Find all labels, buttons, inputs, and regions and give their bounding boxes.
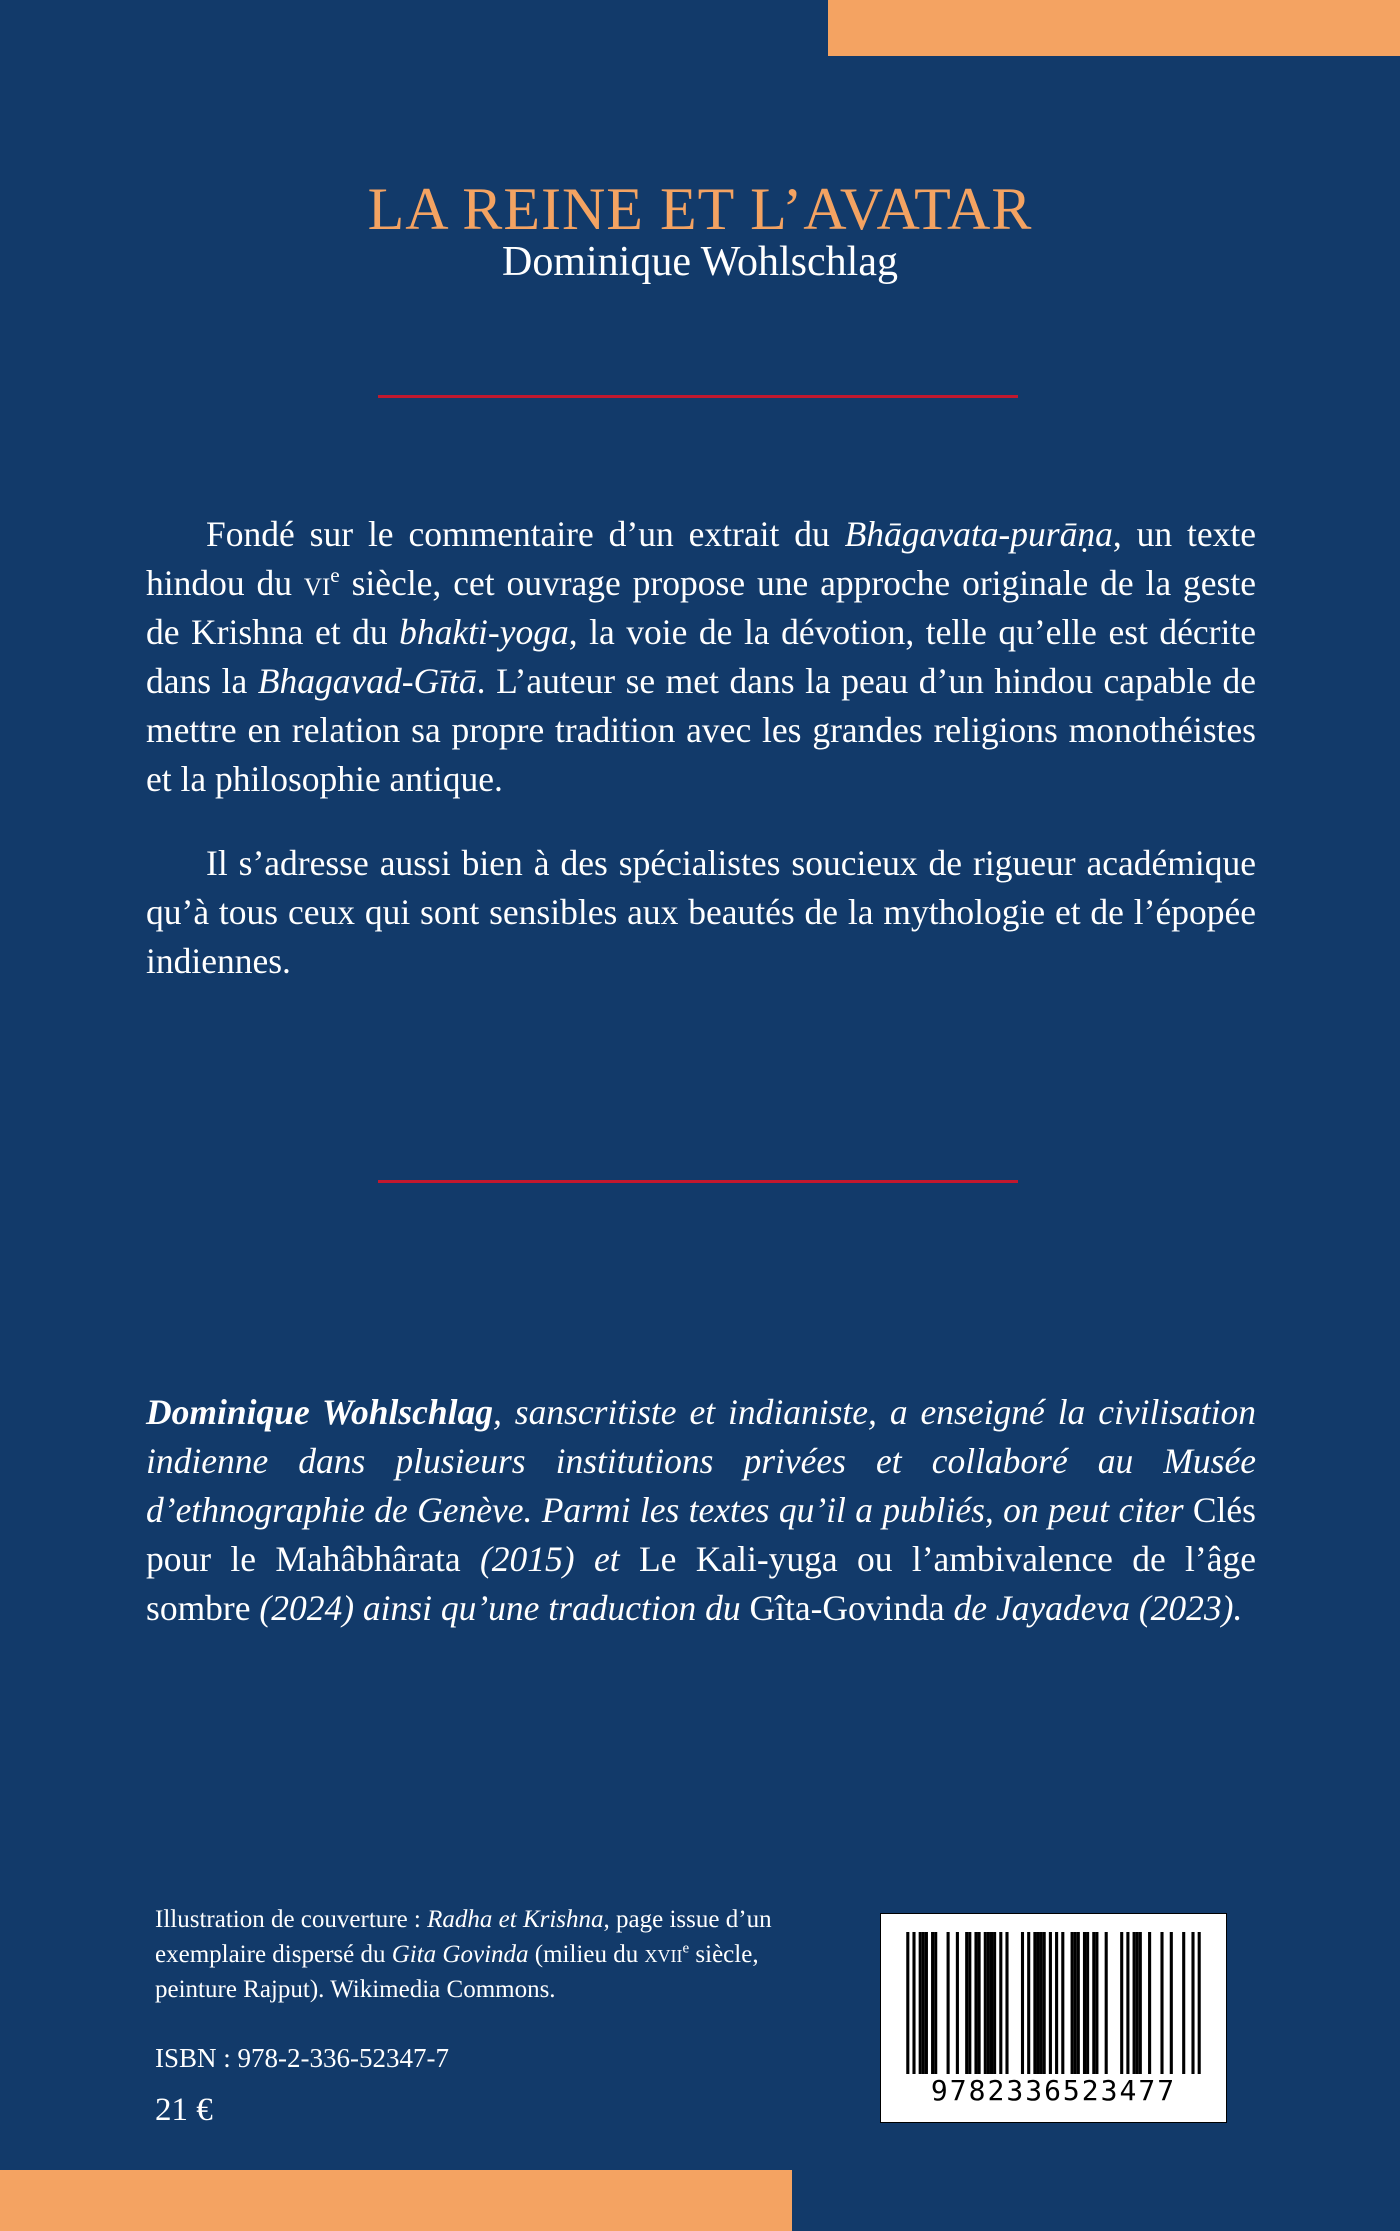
barcode-bar: [999, 1932, 1002, 2074]
barcode-bar: [1033, 1932, 1036, 2074]
credit-run: Radha et Krishna: [427, 1906, 604, 1933]
isbn: ISBN : 978-2-336-52347-7: [155, 2043, 449, 2073]
barcode-digits: 9782336523477: [930, 2074, 1177, 2107]
blurb-p1-run: , la voie de la dévotion, telle qu’elle est décrite dans la: [146, 612, 1256, 701]
barcode-bar: [984, 1932, 987, 2074]
bio-run: Clés pour le Mahâbhârata: [146, 1490, 1256, 1579]
credit-run: (milieu du: [528, 1941, 645, 1968]
barcode-bar: [1148, 1932, 1151, 2074]
bio-run: Dominique Wohlschlag: [146, 1392, 493, 1432]
barcode-bar: [1005, 1932, 1008, 2074]
barcode-bar: [1182, 1932, 1185, 2074]
barcode-bar: [1092, 1932, 1095, 2074]
top-accent-band: [828, 0, 1400, 56]
barcode-bar: [925, 1932, 928, 2074]
barcode-bar: [1083, 1932, 1086, 2074]
barcode-bar: [1170, 1932, 1173, 2074]
divider-rule-bottom: [378, 1180, 1018, 1183]
barcode-bar: [1198, 1932, 1201, 2074]
barcode-bar: [1136, 1932, 1139, 2074]
barcode-bar: [1139, 1932, 1142, 2074]
barcode-bar: [1049, 1932, 1052, 2074]
barcode-bar: [987, 1932, 990, 2074]
barcode-bar: [1077, 1932, 1080, 2074]
bio-run: , sanscritiste et indianiste, a enseigné la civilisation indienne dans plusieurs institutions privées et collaboré au Musée d’ethnographie de Genève. Parmi les textes qu’il a publiés, on peut citer: [146, 1392, 1256, 1530]
blurb-p1-run: , un texte hindou du: [146, 514, 1256, 603]
barcode-bar: [931, 1932, 934, 2074]
barcode-bar: [919, 1932, 922, 2074]
bio-run: (2024) ainsi qu’une traduction du: [250, 1588, 750, 1628]
barcode-bar: [1055, 1932, 1058, 2074]
book-title: LA REINE ET L’AVATAR: [367, 176, 1033, 243]
blurb-p1-run: vi: [303, 563, 331, 603]
barcode-bar: [974, 1932, 977, 2074]
blurb-p1-run: Bhāgavata-purāṇa: [844, 514, 1113, 554]
bio-run: Le Kali-yuga ou l’ambivalence de l’âge sombre: [146, 1539, 1257, 1628]
credit-run: xvii: [644, 1941, 683, 1968]
barcode-bar: [922, 1932, 925, 2074]
barcode-bar: [912, 1932, 915, 2074]
barcode-bar: [1021, 1932, 1024, 2074]
barcode-bar: [956, 1932, 959, 2074]
divider-rule-top: [378, 395, 1018, 398]
credit-run: , page issue d’un exemplaire dispersé du: [155, 1906, 772, 1968]
bio-run: de Jayadeva (2023).: [944, 1588, 1243, 1628]
barcode-bar: [1086, 1932, 1089, 2074]
barcode-bar: [1191, 1932, 1194, 2074]
cover-illustration-credit: [155, 1902, 795, 2007]
barcode-bar: [934, 1932, 937, 2074]
bottom-accent-band: [0, 2170, 792, 2231]
credit-run: e: [682, 1940, 690, 1957]
barcode-bar: [990, 1932, 993, 2074]
blurb-p1-run: e: [330, 563, 340, 588]
price: 21 €: [155, 2092, 213, 2128]
credit-run: Gita Govinda: [391, 1941, 529, 1968]
blurb-paragraph-1: [146, 510, 1256, 804]
blurb-p1-run: Bhagavad-Gītā: [257, 661, 477, 701]
barcode-bar: [1071, 1932, 1074, 2074]
barcode-bar: [1160, 1932, 1163, 2074]
barcode-bar: [965, 1932, 968, 2074]
barcode-bar: [1040, 1932, 1043, 2074]
barcode-bar: [993, 1932, 996, 2074]
bio-run: (2015) et: [460, 1539, 639, 1579]
barcode-bar: [968, 1932, 971, 2074]
barcode-bar: [1061, 1932, 1064, 2074]
bio-run: Gîta-Govinda: [749, 1588, 945, 1628]
blurb-p1-run: bhakti-yoga: [399, 612, 569, 652]
author-biography: [146, 1388, 1256, 1633]
book-author: Dominique Wohlschlag: [502, 239, 898, 285]
credit-run: siècle, peinture Rajput). Wikimedia Commons.: [155, 1941, 759, 2003]
barcode-bar: [1120, 1932, 1123, 2074]
barcode-bar: [1105, 1932, 1108, 2074]
blurb-p1-run: siècle, cet ouvrage propose une approche originale de la geste de Krishna et du: [146, 563, 1256, 652]
barcode-bar: [1043, 1932, 1046, 2074]
barcode-bar: [947, 1932, 950, 2074]
blurb-p1-run: . L’auteur se met dans la peau d’un hindou capable de mettre en relation sa propre tradition avec les grandes religions monothéistes et la philosophie antique.: [146, 661, 1256, 799]
blurb-paragraph-2: Il s’adresse aussi bien à des spécialistes soucieux de rigueur académique qu’à tous ceux qui sont sensibles aux beautés de la mythologie et de l’épopée indiennes.: [146, 843, 1256, 981]
isbn-barcode: [880, 1913, 1227, 2123]
barcode-bar: [1074, 1932, 1077, 2074]
barcode-bar: [1036, 1932, 1039, 2074]
barcode-bar: [978, 1932, 981, 2074]
barcode-bar: [906, 1932, 909, 2074]
barcode-bar: [1095, 1932, 1098, 2074]
blurb-p1-run: Fondé sur le commentaire d’un extrait du: [206, 514, 845, 554]
barcode-bar: [1133, 1932, 1136, 2074]
barcode-bar: [1126, 1932, 1129, 2074]
back-cover-blurb: [146, 510, 1256, 986]
credit-run: Illustration de couverture :: [155, 1906, 428, 1933]
barcode-bar: [1027, 1932, 1030, 2074]
